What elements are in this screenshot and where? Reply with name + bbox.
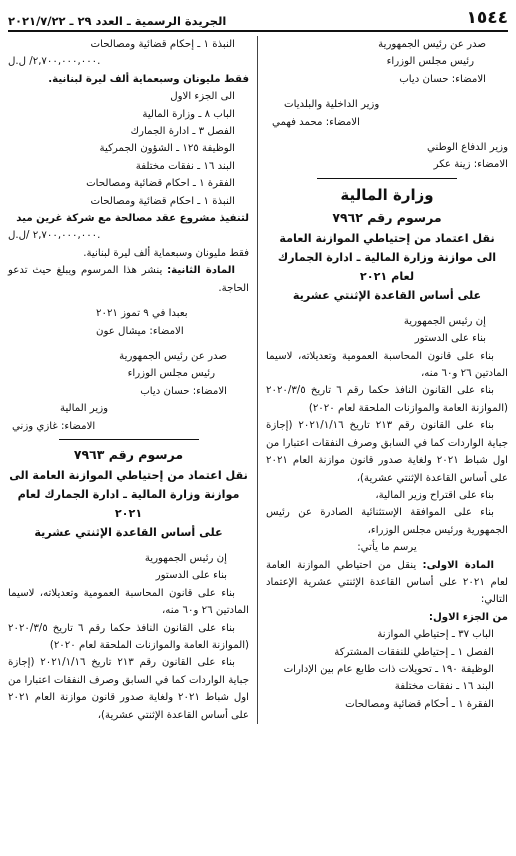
preamble-line: بناء على القانون النافذ حكما رقم ٦ تاريخ ٢٠٢٠/٣/٥ (الموازنة العامة والموازنات الملحقة لعام ٢٠٢٠) — [8, 622, 249, 651]
decree-subject: نقل اعتماد من إحتياطي الموازنة العامة الى — [9, 468, 248, 482]
preamble-line: إن رئيس الجمهورية — [144, 552, 227, 564]
decree-subject: لعام ٢٠٢١ — [359, 269, 415, 283]
budget-item: النبذة ١ ـ إحكام قضائية ومصالحات — [90, 39, 235, 50]
left-column — [8, 36, 258, 724]
decree-basis: على أساس القاعدة الإثنتي عشرية — [292, 288, 482, 302]
signoff-line: صدر عن رئيس الجمهورية — [378, 39, 486, 50]
budget-item: الفصل ١ ـ إحتياطي للنفقات المشتركة — [334, 646, 494, 658]
preamble-line: بناء على الدستور — [414, 333, 486, 345]
signoff-line: وزير المالية — [60, 403, 109, 415]
preamble-line: بناء على القانون النافذ حكما رقم ٦ تاريخ ٢٠٢٠/٣/٥ (الموازنة العامة والموازنات الملحقة لعام ٢٠٢٠) — [266, 385, 508, 414]
signoff-line: الامضاء: حسان دياب — [140, 385, 227, 397]
decree-subject: على أساس القاعدة الإثنتي عشرية — [34, 525, 223, 539]
budget-item: البند ١٦ ـ نفقات مختلفة — [394, 681, 494, 693]
article-two-label: المادة الثانية: — [167, 265, 235, 277]
two-columns — [8, 36, 508, 724]
gazette-issue-line: الجريدة الرسمية ـ العدد ٢٩ ـ ٢٠٢١/٧/٢٢ — [8, 14, 227, 28]
signoff-line: الامضاء: غازي وزني — [12, 420, 96, 432]
amount-figure: ٢,٧٠٠,٠٠٠,٠٠٠/ ل.ل. — [8, 56, 101, 68]
signoff-line: الامضاء: حسان دياب — [399, 73, 486, 85]
budget-item: الفقرة ١ ـ أحكام قضائية ومصالحات — [345, 698, 494, 710]
preamble-line: بناء على قانون المحاسبة العمومية وتعديلاته، لاسيما المادتين ٢٦ و٦٠ منه، — [8, 587, 249, 617]
preamble-line: بناء على الموافقة الإستثنائية الصادرة عن رئيس الجمهورية ورئيس مجلس الوزراء، — [266, 507, 508, 536]
amount-figure: ٢,٧٠٠,٠٠٠,٠٠٠ /ل.ل. — [8, 230, 101, 242]
decree-subject: موازنة وزارة المالية ـ ادارة الجمارك لعام ٢٠٢١ — [17, 487, 240, 520]
decree-date: بعبدا في ٩ تموز ٢٠٢١ — [96, 308, 188, 320]
article-two — [8, 262, 249, 297]
preamble-line: بناء على الدستور — [155, 570, 227, 582]
signoff-line: وزير الدفاع الوطني — [427, 142, 508, 154]
preamble-line: إن رئيس الجمهورية — [403, 315, 486, 327]
from-part-label: من الجزء الاول: — [428, 611, 508, 623]
decree-number: مرسوم رقم ٧٩٦٢ — [332, 209, 442, 225]
amount-words: فقط مليونان وسبعماية ألف ليرة لبنانية. — [83, 247, 249, 259]
preamble-line: بناء على القانون رقم ٢١٣ تاريخ ٢٠٢١/١/١٦ (إجازة جباية الواردات كما في السابق وصرف النفقات اعتبارا من اول شباط ٢٠٢١ ولغاية صدور قانون موازنة العام ٢٠٢١ على أساس القاعدة الإثنتي عشرية)، — [266, 420, 508, 484]
signoff-line: الامضاء: زينة عكر — [433, 159, 508, 171]
decree-subject: الى موازنة وزارة المالية ـ ادارة الجمارك — [277, 250, 497, 264]
page-header — [8, 6, 508, 32]
article-two-text: ينشر هذا المرسوم ويبلغ حيث تدعو الحاجة. — [8, 265, 249, 294]
budget-item: البند ١٦ ـ نفقات مختلفة — [135, 160, 235, 172]
section-divider — [59, 439, 199, 440]
article-one-text: ينقل من احتياطي الموازنة العامة لعام ٢٠٢١ على أساس القاعدة الإثنتي عشرية الإعتماد التالي: — [266, 559, 508, 606]
preamble-line: بناء على القانون رقم ٢١٣ تاريخ ٢٠٢١/١/١٦ (إجازة جباية الواردات كما في السابق وصرف النفقات اعتبارا من اول شباط ٢٠٢١ ولغاية صدور قانون موازنة العام ٢٠٢١ على أساس القاعدة الإثنتي عشرية)، — [8, 657, 249, 721]
signoff-line: رئيس مجلس الوزراء — [127, 368, 215, 380]
budget-item: الفصل ٣ ـ ادارة الجمارك — [130, 126, 235, 138]
budget-item: الباب ٣٧ ـ إحتياطي الموازنة — [377, 629, 494, 641]
amount-words: فقط مليونان وسبعماية ألف ليرة لبنانية. — [48, 73, 249, 85]
budget-item: الوظيفة ١٢٥ ـ الشؤون الجمركية — [99, 143, 235, 155]
article-one-label: المادة الاولى: — [422, 559, 494, 571]
budget-item: النبذة ١ ـ احكام قضائية ومصالحات — [90, 195, 235, 207]
article-one — [266, 557, 508, 609]
signoff-line: رئيس مجلس الوزراء — [386, 56, 474, 68]
preamble-line: يرسم ما يأتي: — [357, 542, 417, 554]
purpose-text: لتنفيذ مشروع عقد مصالحة مع شركة غرين ميد — [16, 213, 249, 225]
budget-item: الفقرة ١ ـ احكام قضائية ومصالحات — [86, 178, 235, 190]
preamble-line: بناء على اقتراح وزير المالية، — [375, 489, 494, 501]
right-column — [258, 36, 508, 724]
budget-item: الوظيفة ١٩٠ ـ تحويلات ذات طابع عام بين الإدارات — [283, 663, 494, 675]
page-number: ١٥٤٤ — [466, 8, 508, 28]
section-divider — [317, 178, 457, 179]
decree-subject: نقل اعتماد من إحتياطي الموازنة العامة — [279, 231, 495, 245]
signoff-line: صدر عن رئيس الجمهورية — [119, 350, 227, 362]
decree-signature: الامضاء: ميشال عون — [96, 325, 184, 337]
decree-number: مرسوم رقم ٧٩٦٣ — [73, 446, 184, 462]
preamble-line: بناء على قانون المحاسبة العمومية وتعديلاته، لاسيما المادتين ٢٦ و٦٠ منه، — [266, 350, 508, 380]
signoff-line: الامضاء: محمد فهمي — [272, 116, 360, 128]
to-part-label: الى الجزء الاول — [170, 91, 235, 103]
budget-item: الباب ٨ ـ وزارة المالية — [142, 108, 235, 120]
ministry-title: وزارة المالية — [340, 185, 434, 204]
signoff-line: وزير الداخلية والبلديات — [284, 99, 380, 111]
